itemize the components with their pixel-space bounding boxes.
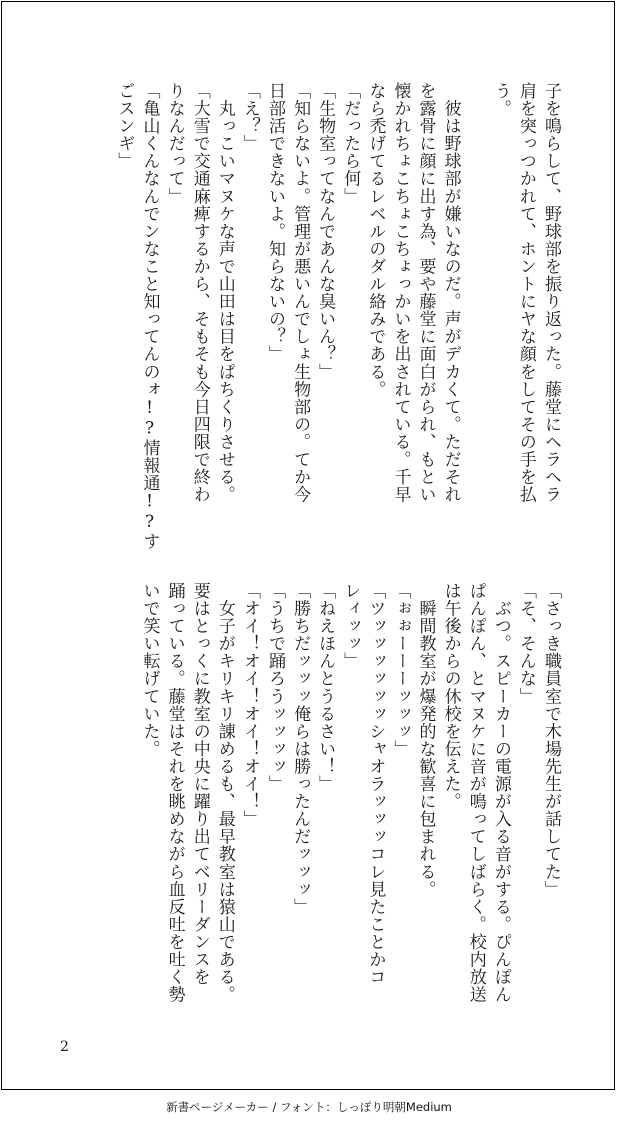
text-line: 「生物室ってなんであんな臭いん？」 <box>315 82 336 381</box>
text-line: 踊っている。藤堂はそれを眺めながら血反吐を吐く勢 <box>164 582 185 1004</box>
text-line: 「知らないよ。管理が悪いんでしょ生物部の。てか今 <box>290 82 311 504</box>
blank-line <box>461 82 486 512</box>
text-line: いで笑い転げていた。 <box>139 582 160 758</box>
text-line: 「勝ちだッッッ俺らは勝ったんだッッッ」 <box>290 582 311 916</box>
text-line: 「ツッッッッッッシャオラッッッコレ見たことかコ <box>365 582 386 986</box>
text-line: 「だったら何」 <box>340 82 361 205</box>
text-line: 丸っこいマヌケな声で山田は目をぱちくりさせる。 <box>214 82 235 504</box>
text-line: 「ぉぉーーーッッッ」 <box>390 582 411 758</box>
text-line: 「うちで踊ろうッッッッ」 <box>264 582 285 793</box>
text-line: 子を鳴らして、野球部を振り返った。藤堂にヘラヘラ <box>541 82 561 504</box>
text-line: レィッッ」 <box>340 582 361 670</box>
text-line: 「大雪で交通麻痺するから、そもそも今日四限で終わ <box>189 82 210 504</box>
text-line: を露骨に顔に出す為、要や藤堂に面白がられ、もとい <box>415 82 436 504</box>
text-line: ぶつ。スピーカーの電源が入る音がする。ぴんぽん <box>490 582 511 1004</box>
text-line: 肩を突っつかれて、ホントにヤな顔をしてその手を払 <box>515 82 536 504</box>
lower-text-block <box>134 582 561 1012</box>
text-line: 「さっき職員室で木場先生が話してた」 <box>541 582 561 898</box>
text-line: 「オイ！オイ！オイ！オイ！」 <box>239 582 260 828</box>
upper-text-block <box>109 82 561 551</box>
text-line: 「そ、そんな」 <box>515 582 536 705</box>
text-line: 「ねえほんとうるさい！」 <box>315 582 336 793</box>
text-line: なら禿げてるレベルのダル絡みである。 <box>365 82 386 398</box>
text-line: 彼は野球部が嫌いなのだ。声がデカくて。ただそれ <box>440 82 461 504</box>
text-line: は午後からの休校を伝えた。 <box>440 582 461 811</box>
text-line: りなんだって」 <box>164 82 185 205</box>
text-line: 懐かれちょこちょこちょっかいを出されている。千早 <box>390 82 411 504</box>
page-number: 2 <box>60 1039 69 1055</box>
text-line: 要はとっくに教室の中央に躍り出てベリーダンスを <box>189 582 210 986</box>
text-line: 「え？」 <box>239 82 260 153</box>
text-line: 日部活できないよ。知らないの？」 <box>264 82 285 363</box>
text-line: 瞬間教室が爆発的な歓喜に包まれる。 <box>415 582 436 898</box>
text-line: 女子がキリキリ諌めるも、最早教室は猿山である。 <box>214 582 235 1004</box>
text-line: ごスンギ」 <box>114 82 135 170</box>
footer-credit: 新書ページメーカー / フォント：しっぽり明朝Medium <box>166 1100 452 1114</box>
text-line: う。 <box>490 82 511 118</box>
book-page <box>1 1 615 1090</box>
text-line: ぱんぽん、とマヌケに音が鳴ってしばらく。校内放送 <box>465 582 486 1004</box>
text-line: 「亀山くんなんでンなこと知ってんのォ!?情報通!?す <box>139 82 160 551</box>
